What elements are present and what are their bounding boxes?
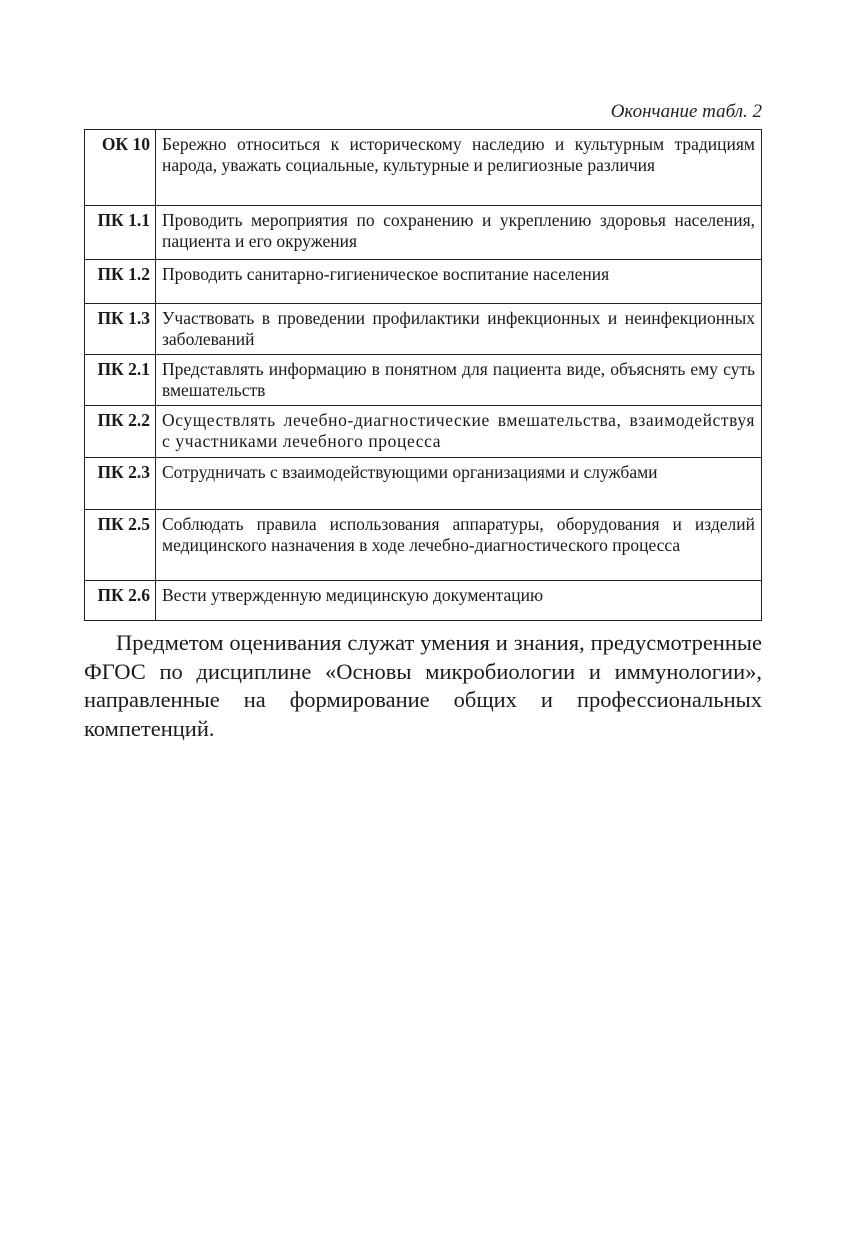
competency-code: ПК 1.3 xyxy=(85,304,156,355)
competency-description: Сотрудничать с взаимодействующими организациями и службами xyxy=(156,458,762,510)
table-row xyxy=(85,355,762,406)
table-row xyxy=(85,130,762,206)
competency-code: ПК 1.2 xyxy=(85,260,156,304)
table-row xyxy=(85,206,762,260)
competency-description: Проводить санитарно-гигиеническое воспитание населения xyxy=(156,260,762,304)
table-row xyxy=(85,406,762,458)
table-row xyxy=(85,581,762,621)
competency-description: Осуществлять лечебно-диагностические вмешательства, взаимодействуя с участниками лечебного процесса xyxy=(156,406,762,458)
competency-code: ПК 2.2 xyxy=(85,406,156,458)
table-row xyxy=(85,260,762,304)
table-row xyxy=(85,458,762,510)
competency-description: Соблюдать правила использования аппаратуры, оборудования и изделий медицинского назначения в ходе лечебно-диагностического процесса xyxy=(156,510,762,581)
table-continuation-label: Окончание табл. 2 xyxy=(610,101,762,122)
competency-code: ПК 2.6 xyxy=(85,581,156,621)
competency-code: ПК 2.5 xyxy=(85,510,156,581)
table-row xyxy=(85,304,762,355)
competency-description: Представлять информацию в понятном для пациента виде, объяснять ему суть вмешательств xyxy=(156,355,762,406)
table-row xyxy=(85,510,762,581)
competency-description: Участвовать в проведении профилактики инфекционных и неинфекционных заболеваний xyxy=(156,304,762,355)
competency-description: Бережно относиться к историческому наследию и культурным традициям народа, уважать социальные, культурные и религиозные различия xyxy=(156,130,762,206)
competency-code: ПК 1.1 xyxy=(85,206,156,260)
competency-code: ПК 2.3 xyxy=(85,458,156,510)
competency-description: Проводить мероприятия по сохранению и укреплению здоровья населения, пациента и его окружения xyxy=(156,206,762,260)
competencies-table xyxy=(84,129,762,621)
competency-code: ОК 10 xyxy=(85,130,156,206)
competency-description: Вести утвержденную медицинскую документацию xyxy=(156,581,762,621)
body-paragraph: Предметом оценивания служат умения и знания, предусмотренные ФГОС по дисциплине «Основы микробиологии и иммунологии», направленные на формирование общих и профессиональных компетенций. xyxy=(84,630,762,741)
competency-code: ПК 2.1 xyxy=(85,355,156,406)
